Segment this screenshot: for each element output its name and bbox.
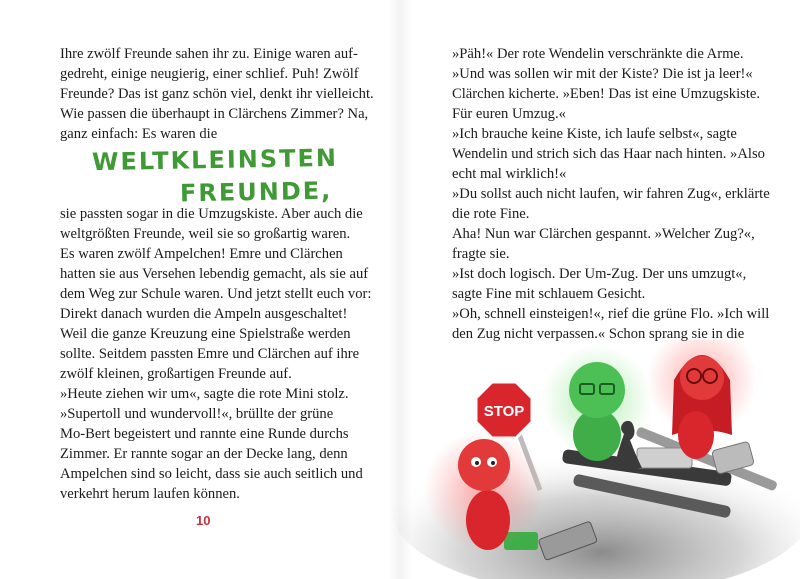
right-text-line: Für euren Umzug.« [452, 106, 566, 122]
left-text-line: Freunde? Das ist ganz schön viel, denkt ihr vielleicht. [60, 86, 374, 102]
left-text-line: zwölf kleinen, großartigen Freunde auf. [60, 366, 292, 382]
left-text-line: Ampelchen sind so leicht, dass sie auch seitlich und [60, 466, 363, 482]
left-text-line: Mo-Bert begeistert und rannte eine Runde durchs [60, 426, 349, 442]
left-text-line: gedreht, einige neugierig, einer schlief. Puh! Zwölf [60, 66, 359, 82]
left-text-line: weltgrößten Freunde, weil sie so großartig waren. [60, 226, 351, 242]
right-text-line: den Zug nicht verpassen.« Schon sprang sie in die [452, 326, 745, 342]
red-boy-body [466, 490, 510, 550]
right-text-line: echt mal wirklich!« [452, 166, 567, 182]
right-text-line: »Oh, schnell einsteigen!«, rief die grüne Flo. »Ich will [452, 306, 770, 322]
handwritten-word-2: FREUNDE, [179, 176, 333, 208]
left-text-line: hatten sie aus Versehen lebendig gemacht, als sie auf [60, 266, 369, 282]
left-text-line: Weil die ganze Kreuzung eine Spielstraße werden [60, 326, 351, 342]
red-boy-head [458, 439, 510, 491]
left-text-line: verkehrt herum laufen können. [60, 486, 240, 502]
right-text-line: sagte Fine mit schlauem Gesicht. [452, 286, 646, 302]
left-text-line: Zimmer. Er rannte sogar an der Decke lang, denn [60, 446, 348, 462]
left-text-line: Direkt danach wurden die Ampeln ausgeschaltet! [60, 306, 348, 322]
right-text-line: die rote Fine. [452, 206, 530, 222]
left-text-line: sie passten sogar in die Umzugskiste. Aber auch die [60, 206, 363, 222]
right-text-line: Clärchen kicherte. »Eben! Das ist eine Umzugskiste. [452, 86, 760, 102]
left-text-line: dem Weg zur Schule waren. Und jetzt stellt euch vor: [60, 286, 372, 302]
left-text-line: »Heute ziehen wir um«, sagte die rote Mini stolz. [60, 386, 349, 402]
stop-sign-text: STOP [483, 403, 525, 420]
red-girl-body [678, 411, 714, 459]
left-text-line: »Supertoll und wundervoll!«, brüllte der grüne [60, 406, 334, 422]
right-text-line: »Du sollst auch nicht laufen, wir fahren Zug«, erklärte [452, 186, 770, 202]
page-number: 10 [196, 513, 211, 528]
handwritten-word-1: WELTKLEINSTEN [91, 143, 339, 177]
left-text-line: Wie passen die überhaupt in Clärchens Zimmer? Na, [60, 106, 369, 122]
left-text-line: ganz einfach: Es waren die [60, 126, 218, 142]
left-text-line: Es waren zwölf Ampelchen! Emre und Clärchen [60, 246, 343, 262]
right-text-line: fragte sie. [452, 246, 510, 262]
left-text-line: sollte. Seitdem passten Emre und Clärchen auf ihre [60, 346, 360, 362]
right-text-line: Wendelin und strich sich das Haar nach hinten. »Also [452, 146, 765, 162]
right-text-line: »Und was sollen wir mit der Kiste? Die ist ja leer!« [452, 66, 753, 82]
right-text-line: »Ist doch logisch. Der Um-Zug. Der uns umzugt«, [452, 266, 747, 282]
left-text-line: Ihre zwölf Freunde sahen ihr zu. Einige waren auf- [60, 46, 358, 62]
ampelchen-illustration [392, 340, 800, 579]
green-character-head [569, 362, 625, 418]
right-text-line: Aha! Nun war Clärchen gespannt. »Welcher Zug?«, [452, 226, 755, 242]
right-text-line: »Päh!« Der rote Wendelin verschränkte die Arme. [452, 46, 744, 62]
right-text-line: »Ich brauche keine Kiste, ich laufe selbst«, sagte [452, 126, 737, 142]
